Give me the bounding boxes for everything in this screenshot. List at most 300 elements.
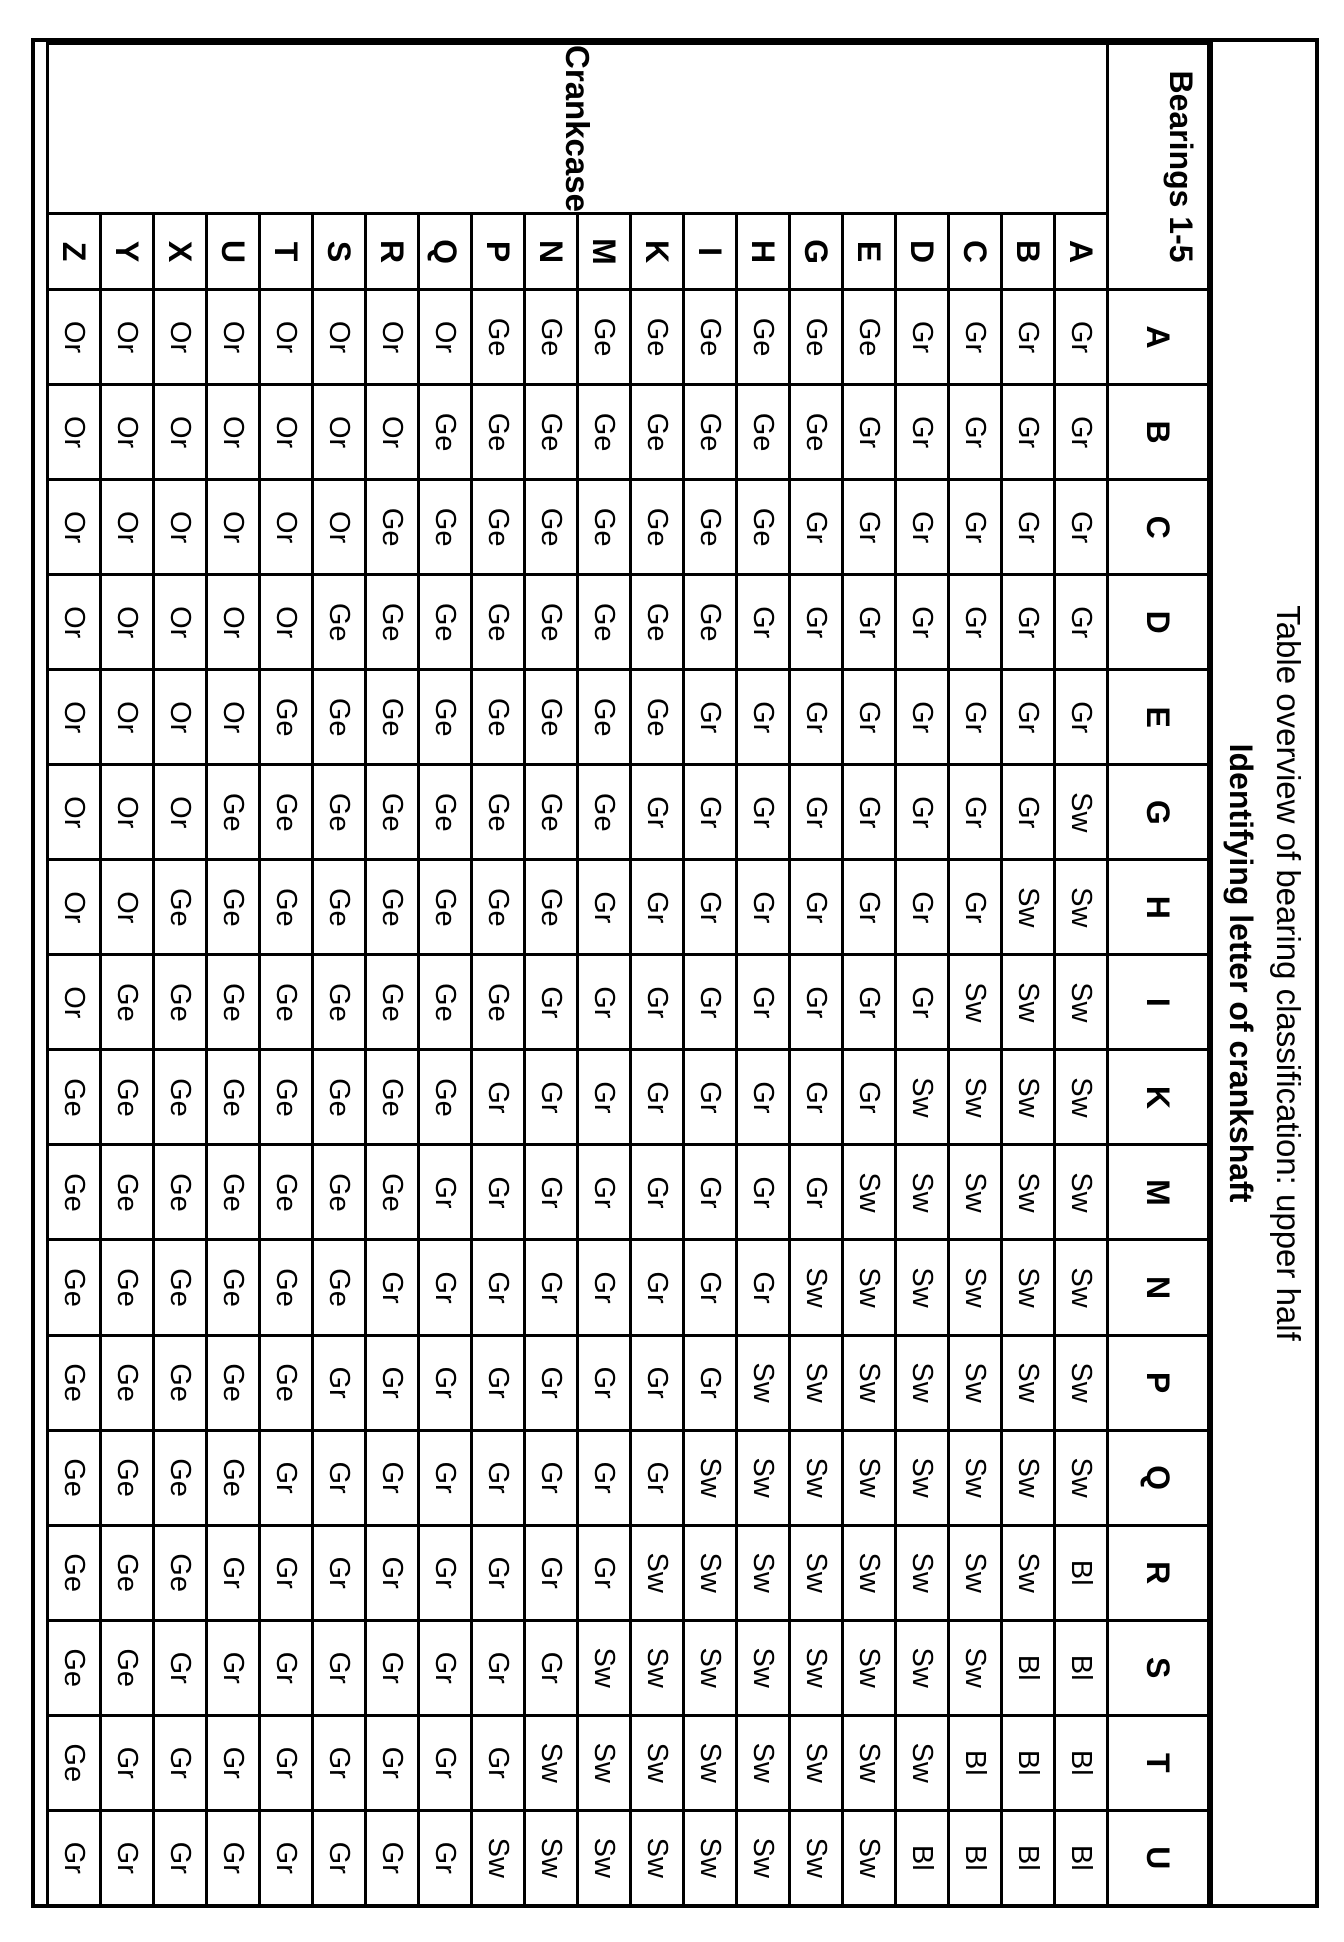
classification-cell: Ge [472, 290, 525, 385]
classification-cell: Ge [313, 575, 366, 670]
classification-cell: Gr [313, 1715, 366, 1810]
classification-cell: Or [207, 480, 260, 575]
classification-cell: Ge [737, 290, 790, 385]
classification-cell: Gr [896, 480, 949, 575]
classification-cell: Or [207, 290, 260, 385]
crankshaft-letter-header: H [1108, 860, 1209, 955]
classification-cell: Gr [631, 1240, 684, 1335]
classification-cell: Ge [154, 860, 207, 955]
classification-cell: Or [48, 480, 101, 575]
classification-cell: Ge [207, 1335, 260, 1430]
classification-cell: Gr [313, 1430, 366, 1525]
classification-cell: Gr [843, 765, 896, 860]
crankcase-letter: H [737, 214, 790, 290]
classification-cell: Ge [366, 480, 419, 575]
classification-cell: Gr [525, 1430, 578, 1525]
classification-cell: Ge [48, 1240, 101, 1335]
classification-cell: Gr [260, 1525, 313, 1620]
classification-cell: Gr [631, 860, 684, 955]
classification-cell: Ge [313, 1240, 366, 1335]
classification-cell: Sw [949, 1145, 1002, 1240]
classification-cell: Gr [737, 1240, 790, 1335]
classification-cell: Sw [1055, 1145, 1108, 1240]
classification-cell: Ge [525, 290, 578, 385]
classification-cell: Gr [48, 1810, 101, 1905]
classification-cell: Ge [578, 575, 631, 670]
classification-cell: Gr [1002, 385, 1055, 480]
classification-cell: Ge [684, 480, 737, 575]
classification-cell: Sw [1055, 765, 1108, 860]
classification-cell: Sw [684, 1620, 737, 1715]
classification-cell: Ge [154, 1050, 207, 1145]
table-row [525, 44, 578, 1906]
table-row [1002, 44, 1055, 1906]
classification-cell: Gr [578, 1050, 631, 1145]
classification-cell: Ge [737, 385, 790, 480]
table-row [313, 44, 366, 1906]
classification-cell: Gr [207, 1620, 260, 1715]
classification-cell: Gr [525, 955, 578, 1050]
classification-cell: Gr [949, 575, 1002, 670]
table-row [684, 44, 737, 1906]
classification-cell: Gr [790, 860, 843, 955]
classification-cell: Sw [896, 1335, 949, 1430]
crankcase-letter: D [896, 214, 949, 290]
classification-cell: Bl [1002, 1810, 1055, 1905]
classification-cell: Sw [684, 1715, 737, 1810]
classification-cell: Gr [313, 1810, 366, 1905]
classification-cell: Gr [896, 765, 949, 860]
classification-cell: Gr [949, 480, 1002, 575]
crankcase-letter: C [949, 214, 1002, 290]
classification-cell: Gr [896, 385, 949, 480]
classification-cell: Ge [260, 955, 313, 1050]
classification-cell: Ge [419, 670, 472, 765]
crankshaft-letter-header: D [1108, 575, 1209, 670]
classification-cell: Ge [207, 860, 260, 955]
classification-cell: Ge [207, 1430, 260, 1525]
classification-cell: Or [101, 860, 154, 955]
classification-cell: Or [101, 575, 154, 670]
classification-cell: Ge [313, 955, 366, 1050]
classification-cell: Gr [525, 1050, 578, 1145]
classification-cell: Ge [631, 670, 684, 765]
classification-cell: Gr [525, 1240, 578, 1335]
classification-cell: Sw [578, 1715, 631, 1810]
classification-cell: Sw [896, 1145, 949, 1240]
classification-cell: Gr [154, 1715, 207, 1810]
classification-cell: Gr [949, 670, 1002, 765]
classification-cell: Or [154, 575, 207, 670]
classification-cell: Sw [578, 1620, 631, 1715]
classification-cell: Or [366, 385, 419, 480]
column-header-row [1108, 44, 1209, 1906]
classification-cell: Ge [578, 765, 631, 860]
classification-cell: Sw [949, 1525, 1002, 1620]
classification-cell: Ge [419, 765, 472, 860]
title-band [1210, 42, 1315, 1904]
classification-cell: Ge [472, 955, 525, 1050]
classification-cell: Gr [1002, 765, 1055, 860]
classification-cell: Ge [578, 670, 631, 765]
crankshaft-letter-header: E [1108, 670, 1209, 765]
classification-cell: Gr [843, 955, 896, 1050]
classification-cell: Sw [1055, 1050, 1108, 1145]
classification-cell: Sw [790, 1715, 843, 1810]
classification-cell: Gr [843, 670, 896, 765]
classification-cell: Ge [366, 860, 419, 955]
classification-cell: Ge [154, 1335, 207, 1430]
classification-cell: Sw [896, 1620, 949, 1715]
classification-cell: Gr [419, 1335, 472, 1430]
classification-cell: Or [313, 385, 366, 480]
classification-cell: Gr [472, 1335, 525, 1430]
classification-cell: Gr [525, 1335, 578, 1430]
classification-cell: Ge [419, 1050, 472, 1145]
classification-cell: Ge [472, 480, 525, 575]
classification-cell: Gr [737, 670, 790, 765]
classification-cell: Or [101, 480, 154, 575]
classification-cell: Ge [207, 1145, 260, 1240]
classification-cell: Sw [631, 1715, 684, 1810]
classification-cell: Ge [260, 765, 313, 860]
classification-cell: Ge [260, 860, 313, 955]
classification-cell: Ge [631, 290, 684, 385]
classification-cell: Ge [154, 1430, 207, 1525]
classification-cell: Ge [631, 575, 684, 670]
classification-cell: Gr [419, 1715, 472, 1810]
table-title: Table overview of bearing classification: upper half [1270, 605, 1307, 1341]
classification-cell: Sw [949, 1430, 1002, 1525]
classification-cell: Sw [790, 1430, 843, 1525]
crankshaft-letter-header: P [1108, 1335, 1209, 1430]
classification-cell: Gr [684, 1335, 737, 1430]
crankcase-letter: M [578, 214, 631, 290]
crankshaft-letter-header: U [1108, 1810, 1209, 1905]
classification-cell: Gr [260, 1620, 313, 1715]
classification-cell: Gr [896, 955, 949, 1050]
classification-cell: Ge [313, 860, 366, 955]
classification-cell: Gr [790, 1145, 843, 1240]
classification-cell: Sw [843, 1620, 896, 1715]
classification-cell: Gr [1002, 670, 1055, 765]
classification-cell: Sw [843, 1810, 896, 1905]
classification-cell: Ge [101, 1525, 154, 1620]
classification-cell: Gr [684, 1240, 737, 1335]
classification-cell: Sw [896, 1240, 949, 1335]
classification-cell: Sw [631, 1810, 684, 1905]
classification-cell: Ge [101, 955, 154, 1050]
classification-cell: Gr [313, 1525, 366, 1620]
classification-cell: Sw [737, 1715, 790, 1810]
classification-cell: Gr [631, 765, 684, 860]
classification-cell: Or [101, 670, 154, 765]
classification-cell: Gr [1055, 575, 1108, 670]
classification-cell: Or [154, 385, 207, 480]
table-row [48, 44, 101, 1906]
classification-cell: Gr [154, 1810, 207, 1905]
classification-cell: Ge [525, 670, 578, 765]
classification-cell: Ge [48, 1430, 101, 1525]
classification-cell: Gr [949, 385, 1002, 480]
classification-cell: Gr [737, 765, 790, 860]
classification-cell: Gr [737, 1050, 790, 1145]
table-row [101, 44, 154, 1906]
classification-cell: Sw [1002, 1335, 1055, 1430]
classification-cell: Sw [1002, 860, 1055, 955]
classification-cell: Gr [631, 1335, 684, 1430]
classification-cell: Ge [313, 670, 366, 765]
crankshaft-letter-header: N [1108, 1240, 1209, 1335]
classification-cell: Or [101, 290, 154, 385]
classification-cell: Gr [419, 1240, 472, 1335]
classification-cell: Ge [525, 385, 578, 480]
classification-cell: Ge [366, 765, 419, 860]
classification-cell: Gr [366, 1620, 419, 1715]
classification-cell: Ge [684, 290, 737, 385]
classification-cell: Gr [949, 290, 1002, 385]
classification-cell: Ge [260, 1145, 313, 1240]
classification-cell: Sw [1002, 1430, 1055, 1525]
classification-cell: Ge [260, 1050, 313, 1145]
crankcase-letter: T [260, 214, 313, 290]
classification-cell: Gr [1055, 480, 1108, 575]
classification-cell: Gr [843, 385, 896, 480]
classification-cell: Or [419, 290, 472, 385]
table-row [843, 44, 896, 1906]
classification-cell: Ge [48, 1525, 101, 1620]
classification-cell: Gr [525, 1145, 578, 1240]
classification-cell: Sw [737, 1335, 790, 1430]
classification-cell: Or [260, 480, 313, 575]
classification-cell: Sw [1002, 1525, 1055, 1620]
classification-cell: Ge [48, 1050, 101, 1145]
classification-cell: Gr [631, 1050, 684, 1145]
classification-cell: Gr [790, 480, 843, 575]
classification-cell: Gr [684, 955, 737, 1050]
classification-cell: Ge [154, 1525, 207, 1620]
classification-cell: Gr [419, 1620, 472, 1715]
classification-cell: Ge [101, 1240, 154, 1335]
classification-cell: Ge [366, 1145, 419, 1240]
classification-cell: Ge [101, 1430, 154, 1525]
classification-cell: Gr [790, 575, 843, 670]
table-row [578, 44, 631, 1906]
classification-cell: Gr [896, 290, 949, 385]
classification-cell: Gr [101, 1715, 154, 1810]
classification-cell: Gr [313, 1335, 366, 1430]
classification-cell: Gr [896, 575, 949, 670]
classification-cell: Sw [790, 1810, 843, 1905]
classification-cell: Ge [207, 1050, 260, 1145]
classification-cell: Or [366, 290, 419, 385]
table-row [472, 44, 525, 1906]
classification-cell: Ge [472, 385, 525, 480]
classification-cell: Ge [472, 575, 525, 670]
classification-cell: Ge [366, 1050, 419, 1145]
classification-cell: Gr [207, 1715, 260, 1810]
classification-cell: Sw [1055, 1335, 1108, 1430]
classification-cell: Ge [790, 290, 843, 385]
bearings-corner-label: Bearings 1-5 [1108, 44, 1209, 290]
classification-cell: Gr [472, 1240, 525, 1335]
classification-cell: Bl [1055, 1810, 1108, 1905]
classification-cell: Ge [48, 1620, 101, 1715]
classification-cell: Ge [843, 290, 896, 385]
classification-cell: Sw [1002, 1240, 1055, 1335]
classification-cell: Gr [1055, 385, 1108, 480]
classification-cell: Sw [949, 1335, 1002, 1430]
classification-cell: Gr [684, 860, 737, 955]
classification-cell: Ge [578, 480, 631, 575]
classification-cell: Or [207, 575, 260, 670]
classification-cell: Gr [1002, 290, 1055, 385]
crankcase-letter: U [207, 214, 260, 290]
classification-cell: Gr [843, 860, 896, 955]
classification-cell: Gr [790, 1050, 843, 1145]
classification-cell: Gr [1002, 480, 1055, 575]
table-row [419, 44, 472, 1906]
classification-cell: Or [207, 670, 260, 765]
classification-cell: Ge [101, 1050, 154, 1145]
classification-cell: Sw [737, 1810, 790, 1905]
classification-cell: Sw [737, 1430, 790, 1525]
classification-cell: Sw [737, 1525, 790, 1620]
classification-cell: Ge [313, 1145, 366, 1240]
classification-cell: Ge [419, 385, 472, 480]
classification-cell: Sw [790, 1335, 843, 1430]
classification-cell: Sw [949, 1240, 1002, 1335]
classification-cell: Or [48, 860, 101, 955]
table-row [949, 44, 1002, 1906]
crankcase-letter: N [525, 214, 578, 290]
crankcase-letter: X [154, 214, 207, 290]
classification-cell: Gr [843, 575, 896, 670]
classification-cell: Or [260, 290, 313, 385]
crankshaft-letter-header: C [1108, 480, 1209, 575]
crankcase-letter: B [1002, 214, 1055, 290]
classification-cell: Gr [684, 670, 737, 765]
classification-cell: Sw [790, 1525, 843, 1620]
classification-cell: Gr [472, 1050, 525, 1145]
crankcase-letter: K [631, 214, 684, 290]
classification-cell: Ge [366, 955, 419, 1050]
classification-cell: Sw [684, 1810, 737, 1905]
classification-cell: Gr [578, 1430, 631, 1525]
classification-cell: Gr [790, 765, 843, 860]
classification-cell: Sw [1002, 1050, 1055, 1145]
classification-cell: Bl [1055, 1715, 1108, 1810]
classification-cell: Or [48, 290, 101, 385]
classification-cell: Gr [631, 1145, 684, 1240]
classification-cell: Ge [578, 290, 631, 385]
crankcase-letter: P [472, 214, 525, 290]
classification-cell: Ge [737, 480, 790, 575]
table-row [737, 44, 790, 1906]
classification-cell: Gr [949, 765, 1002, 860]
classification-cell: Gr [525, 1525, 578, 1620]
table-row [366, 44, 419, 1906]
classification-cell: Ge [207, 955, 260, 1050]
classification-cell: Gr [1055, 670, 1108, 765]
classification-cell: Or [48, 765, 101, 860]
crankshaft-letter-header: K [1108, 1050, 1209, 1145]
classification-cell: Bl [1055, 1525, 1108, 1620]
classification-cell: Gr [207, 1810, 260, 1905]
classification-cell: Bl [949, 1715, 1002, 1810]
classification-cell: Sw [896, 1050, 949, 1145]
classification-cell: Sw [949, 955, 1002, 1050]
classification-cell: Ge [525, 575, 578, 670]
classification-cell: Or [260, 575, 313, 670]
classification-cell: Gr [578, 1335, 631, 1430]
bearing-classification-table [46, 42, 1210, 1907]
classification-cell: Sw [1002, 955, 1055, 1050]
classification-cell: Or [207, 385, 260, 480]
classification-cell: Ge [525, 860, 578, 955]
classification-cell: Gr [472, 1525, 525, 1620]
table-subtitle: Identifying letter of crankshaft [1223, 743, 1259, 1203]
table-row [896, 44, 949, 1906]
classification-cell: Sw [631, 1525, 684, 1620]
classification-cell: Gr [578, 1525, 631, 1620]
classification-cell: Gr [737, 575, 790, 670]
crankcase-letter: G [790, 214, 843, 290]
classification-cell: Gr [154, 1620, 207, 1715]
classification-cell: Sw [896, 1715, 949, 1810]
classification-cell: Gr [896, 670, 949, 765]
crankcase-letter: Q [419, 214, 472, 290]
classification-cell: Gr [631, 1430, 684, 1525]
classification-cell: Ge [313, 1050, 366, 1145]
classification-cell: Gr [419, 1145, 472, 1240]
classification-cell: Gr [896, 860, 949, 955]
classification-cell: Ge [154, 955, 207, 1050]
classification-cell: Sw [525, 1715, 578, 1810]
classification-cell: Sw [1055, 860, 1108, 955]
table-row [260, 44, 313, 1906]
crankshaft-letter-header: R [1108, 1525, 1209, 1620]
classification-cell: Gr [419, 1430, 472, 1525]
crankshaft-letter-header: G [1108, 765, 1209, 860]
classification-cell: Gr [366, 1430, 419, 1525]
classification-cell: Ge [260, 1240, 313, 1335]
classification-cell: Gr [737, 860, 790, 955]
classification-cell: Gr [472, 1145, 525, 1240]
classification-cell: Sw [1055, 1430, 1108, 1525]
table-row [1055, 44, 1108, 1906]
crankcase-letter: E [843, 214, 896, 290]
classification-cell: Ge [207, 1240, 260, 1335]
classification-cell: Gr [737, 955, 790, 1050]
crankshaft-letter-header: Q [1108, 1430, 1209, 1525]
classification-cell: Bl [1002, 1620, 1055, 1715]
classification-cell: Gr [843, 1050, 896, 1145]
classification-cell: Ge [48, 1335, 101, 1430]
classification-cell: Sw [1055, 1240, 1108, 1335]
classification-cell: Or [48, 575, 101, 670]
classification-cell: Or [313, 480, 366, 575]
classification-cell: Ge [207, 765, 260, 860]
classification-cell: Sw [1002, 1145, 1055, 1240]
classification-cell: Or [48, 670, 101, 765]
classification-cell: Sw [790, 1240, 843, 1335]
classification-cell: Or [154, 480, 207, 575]
classification-cell: Sw [684, 1430, 737, 1525]
classification-cell: Sw [949, 1050, 1002, 1145]
classification-cell: Gr [684, 765, 737, 860]
classification-cell: Sw [843, 1145, 896, 1240]
